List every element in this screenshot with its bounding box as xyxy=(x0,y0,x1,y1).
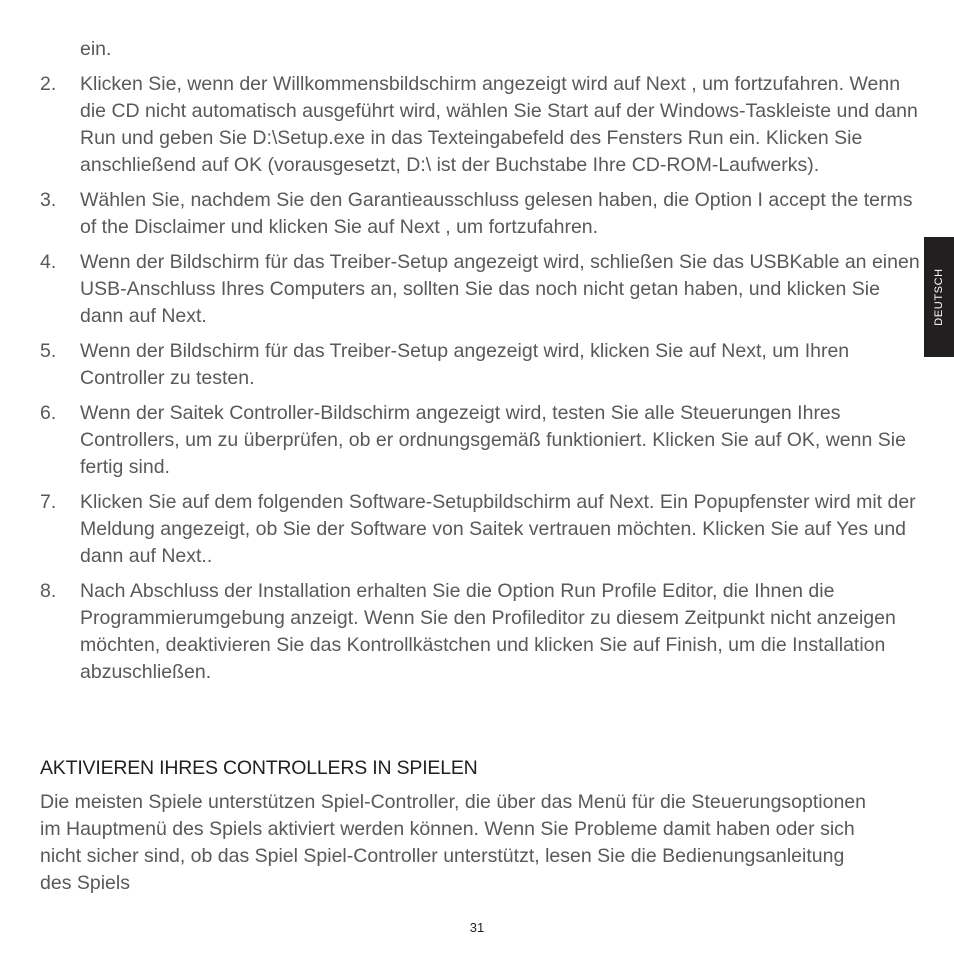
section-body: Die meisten Spiele unterstützen Spiel-Controller, die über das Menü für die Steuerungsoptionen im Hauptmenü des Spiels aktiviert werden können. Wenn Sie Probleme damit haben oder sich nicht sicher sind, ob das Spiel Spiel-Controller unterstützt, lesen Sie die Bedienungsanleitung des Spiels xyxy=(40,791,866,894)
language-side-tab xyxy=(924,237,954,357)
list-item xyxy=(40,489,920,570)
installation-steps-list xyxy=(40,71,920,694)
section-heading: AKTIVIEREN IHRES CONTROLLERS IN SPIELEN xyxy=(40,757,478,779)
list-item xyxy=(40,71,920,179)
step-number: 4. xyxy=(40,251,57,273)
step-number: 2. xyxy=(40,73,57,95)
side-tab-label: DEUTSCH xyxy=(933,268,945,326)
step-number: 5. xyxy=(40,340,57,362)
step-text: Wenn der Bildschirm für das Treiber-Setup angezeigt wird, schließen Sie das USBKable an einen USB-Anschluss Ihres Computers an, sollten Sie das noch nicht getan haben, und klicken Sie dann auf Next. xyxy=(80,251,920,327)
step-text: Wählen Sie, nachdem Sie den Garantieausschluss gelesen haben, die Option I accept the terms of the Disclaimer und klicken Sie auf Next , um fortzufahren. xyxy=(80,189,913,238)
continuation-text: ein. xyxy=(80,38,112,60)
step-number: 8. xyxy=(40,580,57,602)
page-number: 31 xyxy=(469,920,485,935)
list-item xyxy=(40,338,920,392)
step-number: 3. xyxy=(40,189,57,211)
list-item xyxy=(40,578,920,686)
step-text: Nach Abschluss der Installation erhalten Sie die Option Run Profile Editor, die Ihnen die Programmierumgebung anzeigt. Wenn Sie den Profileditor zu diesem Zeitpunkt nicht anzeigen möchten, deaktivieren Sie das Kontrollkästchen und klicken Sie auf Finish, um die Installation abzuschließen. xyxy=(80,580,896,683)
step-text: Klicken Sie, wenn der Willkommensbildschirm angezeigt wird auf Next , um fortzufahren. Wenn die CD nicht automatisch ausgeführt wird, wählen Sie Start auf der Windows-Taskleiste und dann Run und geben Sie D:\Setup.exe in das Texteingabefeld des Fensters Run ein. Klicken Sie anschließend auf OK (vorausgesetzt, D:\ ist der Buchstabe Ihre CD-ROM-Laufwerks). xyxy=(80,73,918,176)
step-text: Wenn der Saitek Controller-Bildschirm angezeigt wird, testen Sie alle Steuerungen Ihres Controllers, um zu überprüfen, ob er ordnungsgemäß funktioniert. Klicken Sie auf OK, wenn Sie fertig sind. xyxy=(80,402,906,478)
step-text: Klicken Sie auf dem folgenden Software-Setupbildschirm auf Next. Ein Popupfenster wird mit der Meldung angezeigt, ob Sie der Software von Saitek vertrauen möchten. Klicken Sie auf Yes und dann auf Next.. xyxy=(80,491,916,567)
step-number: 6. xyxy=(40,402,57,424)
list-item xyxy=(40,400,920,481)
list-item xyxy=(40,187,920,241)
list-item xyxy=(40,249,920,330)
step-number: 7. xyxy=(40,491,57,513)
step-text: Wenn der Bildschirm für das Treiber-Setup angezeigt wird, klicken Sie auf Next, um Ihren Controller zu testen. xyxy=(80,340,850,389)
